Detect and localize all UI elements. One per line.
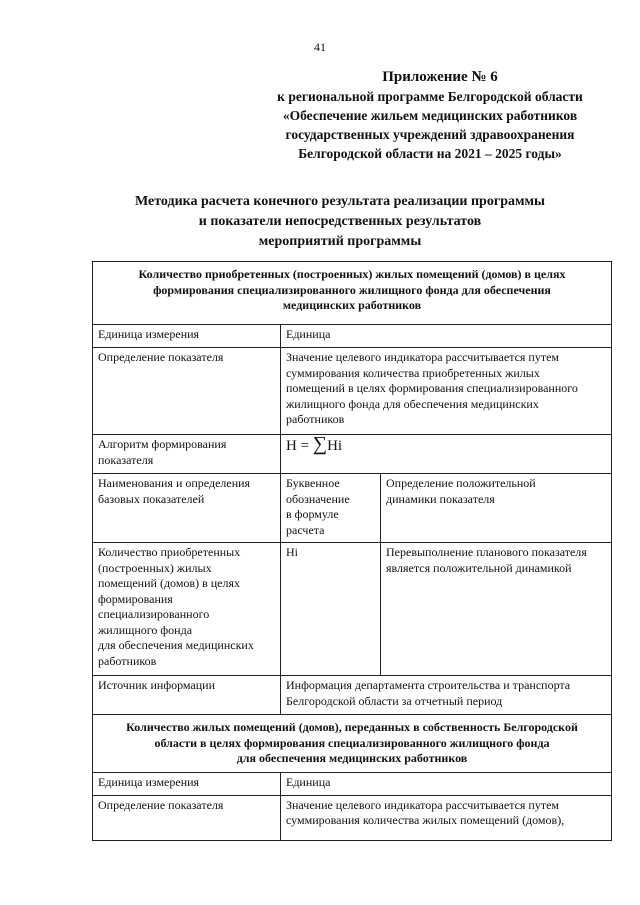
- appendix-line: государственных учреждений здравоохранения: [285, 127, 575, 142]
- table-row: [93, 543, 612, 676]
- base-symbol-header: Буквенное обозначение в формуле расчета: [281, 474, 381, 543]
- source-value: Информация департамента строительства и транспорта Белгородской области за отчетный период: [281, 676, 612, 715]
- method-title-line: и показатели непосредственных результатов: [198, 214, 482, 229]
- table-row: [93, 772, 612, 795]
- method-title-line: Методика расчета конечного результата реализации программы: [134, 194, 545, 209]
- method-title-line: мероприятий программы: [258, 234, 422, 249]
- base-label: Наименования и определения базовых показателей: [93, 474, 281, 543]
- indicator-symbol: Hi: [281, 543, 381, 676]
- table-row: [93, 474, 612, 543]
- table-row: [93, 676, 612, 715]
- table-row: [93, 795, 612, 840]
- section1-header: Количество приобретенных (построенных) жилых помещений (домов) в целях формирования специализированного жилищного фонда для обеспечения медицинских работников: [93, 262, 612, 325]
- section1-header-row: [93, 262, 612, 325]
- unit-value: Единица: [281, 325, 612, 348]
- definition-value: Значение целевого индикатора рассчитывается путем суммирования количества жилых помещений (домов),: [281, 795, 612, 840]
- formula-right: Hi: [327, 438, 343, 454]
- sum-sigma-icon: ∑: [312, 433, 328, 455]
- source-label: Источник информации: [93, 676, 281, 715]
- algorithm-label: Алгоритм формирования показателя: [93, 435, 281, 474]
- table-row: [93, 325, 612, 348]
- definition-label: Определение показателя: [93, 348, 281, 435]
- appendix-title: Приложение № 6: [382, 69, 498, 85]
- unit-label: Единица измерения: [93, 772, 281, 795]
- section2-header-row: [93, 715, 612, 773]
- indicator-name: Количество приобретенных (построенных) жилых помещений (домов) в целях формирования специализированного жилищного фонда для обеспечения медицинских работников: [93, 543, 281, 676]
- indicator-dynamics: Перевыполнение планового показателя является положительной динамикой: [381, 543, 612, 676]
- unit-value: Единица: [281, 772, 612, 795]
- definition-label: Определение показателя: [93, 795, 281, 840]
- appendix-line: «Обеспечение жильем медицинских работников: [282, 108, 578, 123]
- table-row: [93, 435, 612, 474]
- page-number: 41: [314, 40, 326, 54]
- definition-value: Значение целевого индикатора рассчитывается путем суммирования количества приобретенных жилых помещений в целях формирования специализированного жилищного фонда для обеспечения медицинских работников: [281, 348, 612, 435]
- appendix-header: [240, 68, 620, 163]
- table-row: [93, 348, 612, 435]
- unit-label: Единица измерения: [93, 325, 281, 348]
- formula-left: H =: [286, 438, 313, 454]
- section2-header: Количество жилых помещений (домов), переданных в собственность Белгородской области в целях формирования специализированного жилищного фонда для обеспечения медицинских работников: [93, 715, 612, 773]
- method-title: [60, 192, 620, 252]
- indicators-table: [92, 261, 612, 841]
- appendix-line: Белгородской области на 2021 – 2025 годы»: [298, 146, 562, 161]
- base-dynamics-header: Определение положительной динамики показателя: [381, 474, 612, 543]
- formula: [281, 435, 612, 474]
- appendix-line: к региональной программе Белгородской области: [277, 89, 583, 104]
